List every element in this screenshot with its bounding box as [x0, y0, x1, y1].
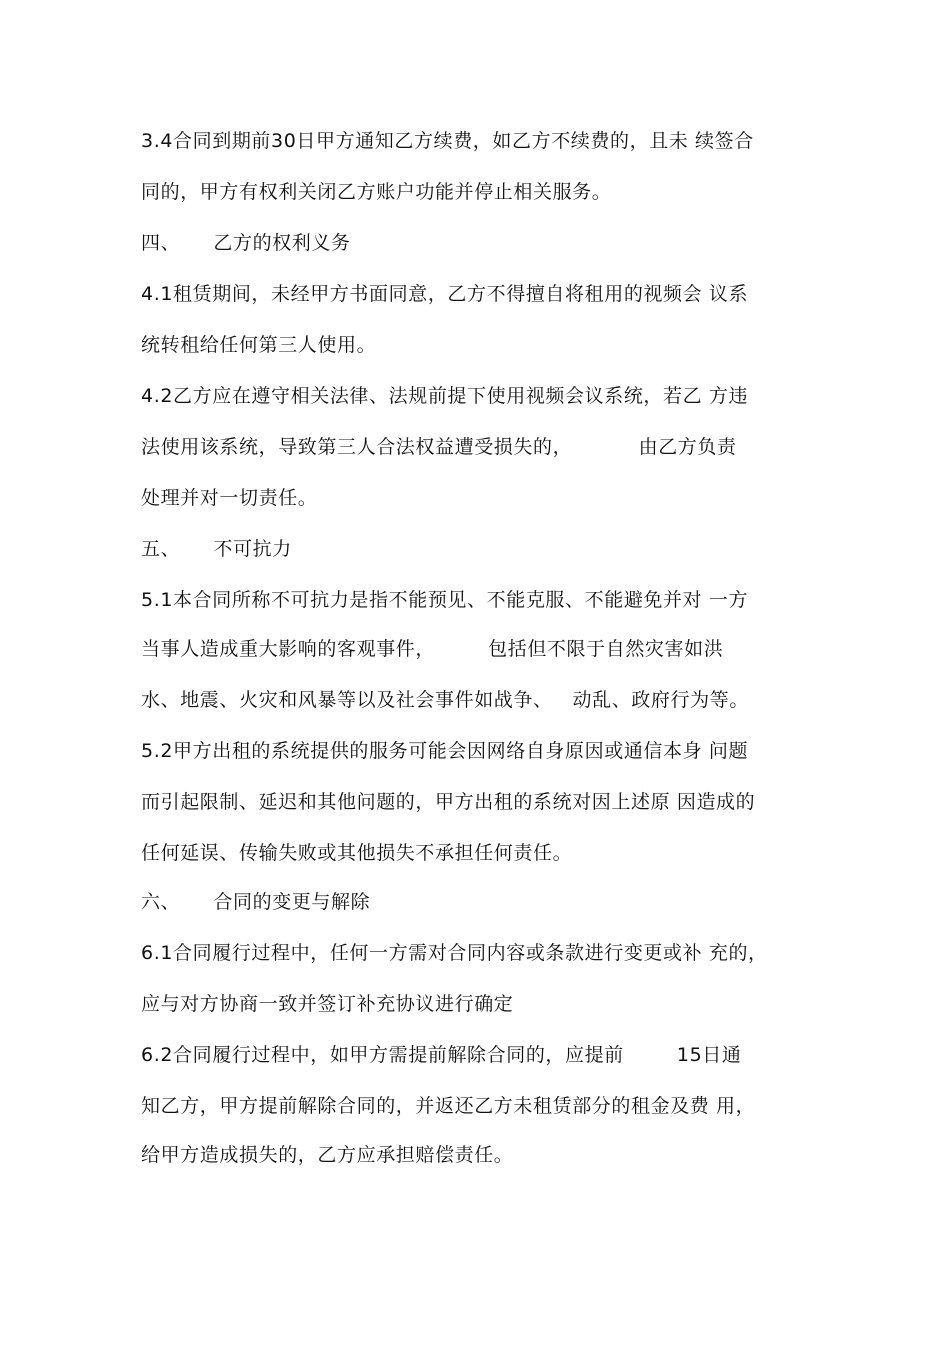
- text-line: 给甲方造成损失的，乙方应承担赔偿责任。: [141, 1144, 514, 1166]
- text-line: 法使用该系统，导致第三人合法权益遭受损失的， 由乙方负责: [141, 436, 737, 458]
- text-line: 6.1合同履行过程中，任何一方需对合同内容或条款进行变更或补 充的，: [141, 942, 768, 964]
- text-line: 5.2甲方出租的系统提供的服务可能会因网络自身原因或通信本身 问题: [141, 740, 749, 762]
- section-heading: 四、 乙方的权利义务: [141, 232, 351, 254]
- text-line: 任何延误、传输失败或其他损失不承担任何责任。: [141, 842, 573, 864]
- text-line: 知乙方，甲方提前解除合同的，并返还乙方未租赁部分的租金及费 用，: [141, 1095, 756, 1117]
- text-line: 4.2乙方应在遵守相关法律、法规前提下使用视频会议系统，若乙 方违: [141, 385, 749, 407]
- text-line: 4.1租赁期间，未经甲方书面同意，乙方不得擅自将租用的视频会 议系: [141, 283, 749, 305]
- text-line: 6.2合同履行过程中，如甲方需提前解除合同的，应提前 15日通: [141, 1044, 742, 1066]
- section-heading: 五、 不可抗力: [141, 538, 292, 560]
- section-heading: 六、 合同的变更与解除: [141, 891, 371, 913]
- text-line: 同的，甲方有权利关闭乙方账户功能并停止相关服务。: [141, 181, 612, 203]
- text-line: 统转租给任何第三人使用。: [141, 334, 377, 356]
- text-line: 当事人造成重大影响的客观事件， 包括但不限于自然灾害如洪: [141, 638, 724, 660]
- text-line: 而引起限制、延迟和其他问题的，甲方出租的系统对因上述原 因造成的: [141, 791, 756, 813]
- text-line: 处理并对一切责任。: [141, 487, 318, 509]
- text-line: 5.1本合同所称不可抗力是指不能预见、不能克服、不能避免并对 一方: [141, 589, 749, 611]
- text-line: 应与对方协商一致并签订补充协议进行确定: [141, 993, 514, 1015]
- text-line: 3.4合同到期前30日甲方通知乙方续费，如乙方不续费的，且未 续签合: [141, 130, 754, 152]
- text-line: 水、地震、火灾和风暴等以及社会事件如战争、 动乱、政府行为等。: [141, 689, 749, 711]
